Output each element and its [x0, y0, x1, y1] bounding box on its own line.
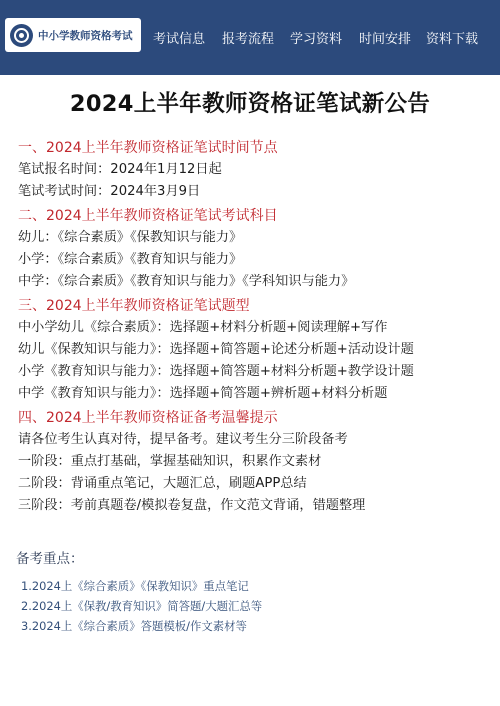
study-focus-item[interactable]: 2.2024上《保教/教育知识》简答题/大题汇总等: [21, 599, 263, 613]
announcement-body: [18, 137, 493, 517]
site-logo[interactable]: [5, 18, 141, 52]
section-heading: 四、2024上半年教师资格证备考温馨提示: [18, 410, 278, 426]
logo-emblem-icon: [10, 24, 33, 47]
section-heading: 一、2024上半年教师资格证笔试时间节点: [18, 140, 278, 156]
section-line: 二阶段：背诵重点笔记，大题汇总，刷题APP总结: [18, 476, 307, 491]
section-line: 三阶段：考前真题卷/模拟卷复盘，作文范文背诵，错题整理: [18, 498, 366, 513]
study-focus: [16, 549, 486, 636]
section-line: 幼儿《保教知识与能力》：选择题+简答题+论述分析题+活动设计题: [18, 342, 414, 357]
section-line: 中学《教育知识与能力》：选择题+简答题+辨析题+材料分析题: [18, 386, 388, 401]
nav-item-schedule[interactable]: 时间安排: [359, 32, 412, 47]
section-line: 小学《教育知识与能力》：选择题+简答题+材料分析题+教学设计题: [18, 364, 414, 379]
section-subjects: [18, 205, 493, 293]
nav-item-exam-info[interactable]: 考试信息: [153, 32, 206, 47]
logo-text: 中小学教师资格考试: [38, 29, 133, 42]
section-question-types: [18, 295, 493, 405]
study-focus-heading: 备考重点：: [16, 551, 84, 567]
nav-item-study-materials[interactable]: 学习资料: [290, 32, 343, 47]
study-focus-item[interactable]: 3.2024上《综合素质》答题模板/作文素材等: [21, 619, 247, 633]
section-heading: 二、2024上半年教师资格证笔试考试科目: [18, 208, 278, 224]
section-line: 中小学幼儿《综合素质》：选择题+材料分析题+阅读理解+写作: [18, 320, 388, 335]
page-title: 2024上半年教师资格证笔试新公告: [69, 91, 431, 117]
study-focus-item[interactable]: 1.2024上《综合素质》《保教知识》重点笔记: [21, 579, 249, 593]
section-timeline: [18, 137, 493, 203]
section-tips: [18, 407, 493, 517]
section-line: 笔试报名时间：2024年1月12日起: [18, 162, 222, 177]
nav-item-registration-process[interactable]: 报考流程: [222, 32, 275, 47]
section-line: 一阶段：重点打基础，掌握基础知识，积累作文素材: [18, 454, 322, 469]
section-line: 请各位考生认真对待，提早备考。建议考生分三阶段备考: [18, 432, 348, 447]
section-heading: 三、2024上半年教师资格证笔试题型: [18, 298, 250, 314]
section-line: 幼儿：《综合素质》《保教知识与能力》: [18, 230, 243, 245]
section-line: 小学：《综合素质》《教育知识与能力》: [18, 252, 243, 267]
section-line: 中学：《综合素质》《教育知识与能力》《学科知识与能力》: [18, 274, 355, 289]
nav-item-downloads[interactable]: 资料下载: [426, 32, 479, 47]
top-navbar: [0, 0, 500, 75]
nav-menu: [150, 0, 500, 75]
section-line: 笔试考试时间：2024年3月9日: [18, 184, 201, 199]
